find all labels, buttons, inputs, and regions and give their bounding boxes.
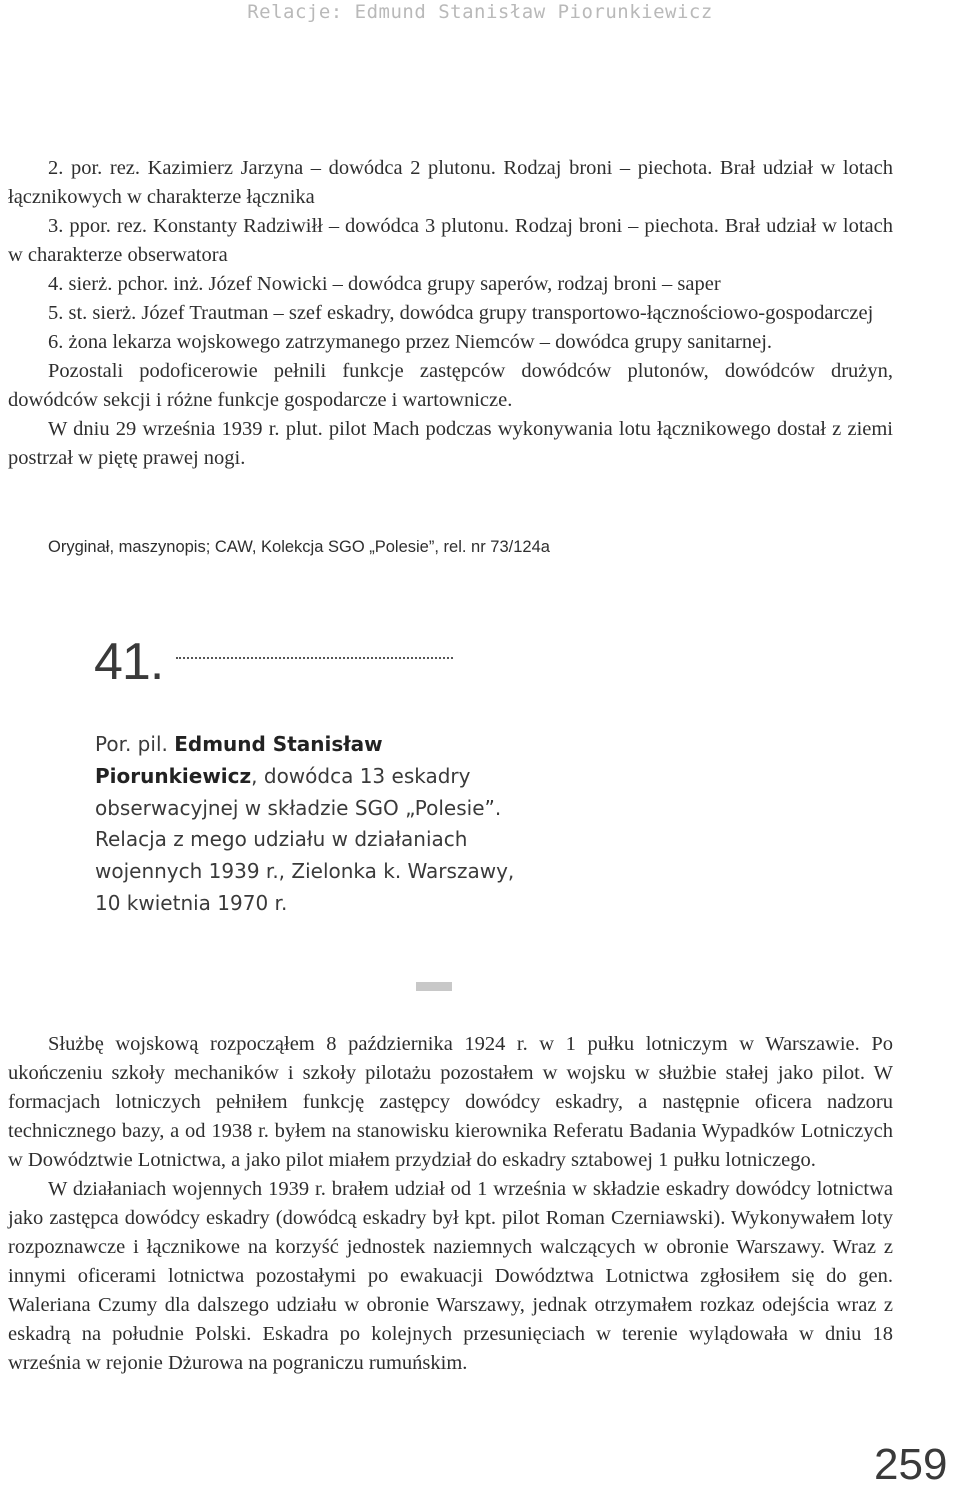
page-number: 259 xyxy=(874,1440,948,1489)
list-item: 4. sierż. pchor. inż. Józef Nowicki – dowódca grupy saperów, rodzaj broni – saper xyxy=(48,273,721,295)
chapter-number: 41. xyxy=(94,633,164,691)
list-item: 3. ppor. rez. Konstanty Radziwiłł – dowódca 3 plutonu. Rodzaj broni – piechota. Brał udział w lotach w charakterze obserwatora xyxy=(8,215,893,266)
running-header: Relacje: Edmund Stanisław Piorunkiewicz xyxy=(247,1,713,23)
source-note: Oryginał, maszynopis; CAW, Kolekcja SGO „Polesie”, rel. nr 73/124a xyxy=(48,538,550,556)
body-text xyxy=(8,1030,893,1378)
paragraph: W działaniach wojennych 1939 r. brałem udział od 1 września w składzie eskadry dowódcy lotnictwa jako zastępca dowódcy eskadry (dowódcą eskadry był kpt. pilot Roman Czerniawski). Wykonywałem loty rozpoznawcze i łącznikowe na korzyść jednostek naziemnych walczących w obronie Warszawy. Wraz z innymi oficerami lotnictwa pozostałymi po ewakuacji Dowództwa Lotnictwa zgłosiłem się do gen. Waleriana Czumy dla dalszego udziału w obronie Warszawy, jednak otrzymałem rozkaz odejścia wraz z eskadrą na południe Polski. Eskadra po kolejnych przesunięciach w terenie wylądowała w dniu 18 września w rejonie Dżurowa na pograniczu rumuńskim. xyxy=(8,1178,893,1374)
paragraph: Służbę wojskową rozpocząłem 8 października 1924 r. w 1 pułku lotniczym w Warszawie. Po ukończeniu szkoły mechaników i szkoły pilotażu pozostałem w wojsku w służbie stałej jako pilot. W formacjach lotniczych pełniłem funkcję zastępcy dowódcy eskadry, a następnie oficera nadzoru technicznego bazy, a od 1938 r. byłem na stanowisku kierownika Referatu Badania Wypadków Lotniczych w Dowództwie Lotnictwa, a jako pilot miałem przydział do eskadry sztabowej 1 pułku lotniczego. xyxy=(8,1033,893,1171)
previous-section-text xyxy=(8,154,893,473)
list-item: 2. por. rez. Kazimierz Jarzyna – dowódca 2 plutonu. Rodzaj broni – piechota. Brał udział w lotach łącznikowych w charakterze łącznika xyxy=(8,157,893,208)
chapter-title xyxy=(95,729,515,920)
title-rest: , dowódca 13 eskadry obserwacyjnej w składzie SGO „Polesie”. Relacja z mego udziału w działaniach wojennych 1939 r., Zielonka k. Warszawy, 10 kwietnia 1970 r. xyxy=(95,763,515,915)
title-prefix: Por. pil. xyxy=(95,732,175,756)
list-item: 6. żona lekarza wojskowego zatrzymanego przez Niemców – dowódca grupy sanitarnej. xyxy=(48,331,773,353)
chapter-dotted-rule xyxy=(176,657,453,659)
paragraph: Pozostali podoficerowie pełnili funkcje zastępców dowódców plutonów, dowódców drużyn, dowódców sekcji i różne funkcje gospodarcze i wartownicze. xyxy=(8,360,893,411)
paragraph: W dniu 29 września 1939 r. plut. pilot Mach podczas wykonywania lotu łącznikowego dostał z ziemi postrzał w piętę prawej nogi. xyxy=(8,418,893,469)
title-name: Edmund Stanisław Piorunkiewicz xyxy=(95,732,383,788)
decorative-bar xyxy=(416,982,452,991)
list-item: 5. st. sierż. Józef Trautman – szef eskadry, dowódca grupy transportowo-łącznościowo-gospodarczej xyxy=(48,302,874,324)
